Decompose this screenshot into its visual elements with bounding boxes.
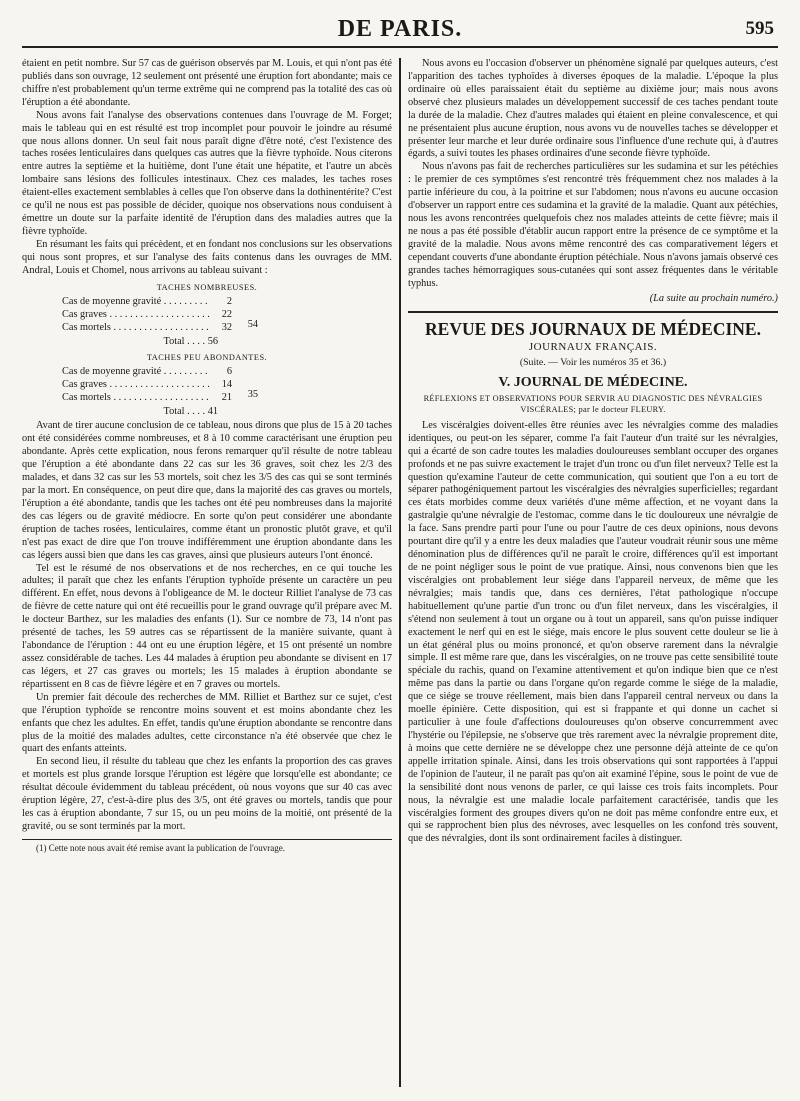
row-value: 22 xyxy=(221,308,232,320)
section-continuation: (Suite. — Voir les numéros 35 et 36.) xyxy=(519,357,667,369)
row-label: Cas de moyenne gravité . . . xyxy=(62,366,210,379)
table-2-heading: TACHES PEU ABONDANTES. xyxy=(146,353,268,363)
left-paragraph-1: étaient en petit nombre. Sur 57 cas de guérison observés par M. Louis, et qui n'ont pas été publiés dans son ouvrage, 12 seulement ont présenté une éruption fort abondante; mais ce chiffre n'est probablement qu'un terme extrême qui ne comprend pas la totalité des cas où l'éruption a été abondante. xyxy=(22,58,392,108)
right-paragraph-3: Les viscéralgies doivent-elles être réunies avec les névralgies comme des maladies identiques, ou peut-on les séparer, comme l'a fait l'auteur d'un traité sur les névralgies, qui a écarté de son cadre toutes les maladies douloureuses semblant occuper des organes profonds et ne pas suivre exactement le trajet d'un tronc ou d'un filet nerveux? Telle est la question qu'examine l'auteur de cette communication, qui soutient que l'on a eu tort de séparer pathogéniquement partout les viscéralgies des névralgies superficielles; regardant ces états morbides comme deux variétés d'une même affection, et ne voyant dans la gastralgie qu'une névralgie de l'estomac, comme dans le tic douloureux une névralgie de la face. Sans prendre parti pour l'une ou pour l'autre de ces deux opinions, nous devons pourtant dire qu'il y a entre les deux maladies que l'auteur voudrait réunir sous une même dénomination plus de différences qu'il ne paraît le croire, différences qu'il est important de ne point négliger sous le point de vue pratique. Ainsi, nous convenons bien que les viscéralgies ont probablement leur siége dans l'appareil nerveux, de même que les névralgies; mais tandis que, dans ces dernières, l'état pathologique n'occupe habituellement qu'une partie d'un tronc ou d'un filet nerveux, dans les viscéralgies, il s'étend non seulement à tout un organe ou à tout un appareil, sans qu'on puisse indiquer exactement le nerf qui en est le siége, mais encore le plus souvent cette douleur se lie à un état général plus ou moins prononcé, et qu'on observe rarement dans la névralgie simple. Il est même rare que, dans les viscéralgies, on ne trouve pas cette sensibilité toute spéciale du rachis, quand on l'examine attentivement et qu'on indique bien que ce n'est même pas dans la partie ou dans l'organe qu'on regarde comme le siége de la maladie, que ce siége se trouve réellement, mais bien dans l'appareil central nerveux ou dans la moelle épinière. Cette disposition, qui est si frappante et qui donne un cachet si particulier à une foule d'affections douloureuses qu'on observe concurremment avec l'hystérie ou l'épilepsie, ne s'observe que très rarement avec la névralgie proprement dite, à moins que cette dernière ne se développe chez une personne déjà atteinte de ce qu'on appelle irritation spinale. Ainsi, dans les trois observations qui sont rapportées à l'appui de l'opinion de l'auteur, il ne paraît pas qu'on ait examiné l'épine, sous le point de vue de la sensibilité dont nous venons de parler, ce qui laisse ces trois faits incomplets. Pour nous, la névralgie est une maladie locale parfaitement caractérisée, tandis que les viscéralgies forment des groupes divers qu'on ne doit pas même confondre entre eux, et qui se rapprochent bien plus des névroses, avec lesquelles on les confond très souvent, que des névralgies, dont ils sont ordinairement faciles à distinguer. xyxy=(407,419,778,845)
row-value: 14 xyxy=(221,379,232,391)
row-value: 32 xyxy=(221,321,232,333)
left-column xyxy=(22,58,392,1087)
table-row xyxy=(62,322,232,335)
table-row xyxy=(62,296,232,309)
table-row xyxy=(62,379,232,392)
column-divider xyxy=(399,58,401,1087)
total-value: 41 xyxy=(207,406,218,418)
right-paragraph-2: Nous n'avons pas fait de recherches particulières sur les sudamina et sur les pétéchies : le premier de ces symptômes s'est rencontré très fréquemment chez nos malades à la partie inférieure du cou, à la poitrine et sur l'abdomen; nous n'avons eu aucune occasion d'observer un rapport entre ces sudamina et la gravité de la maladie. Quant aux pétéchies, nous les avons rencontrées quelquefois chez nos malades atteints de cette fièvre; mais il ne nous a pas été possible d'établir aucun rapport entre la présence de ce symptôme et la gravité de la maladie. Nous avons même rencontré des cas comparativement légers et cependant couverts d'une abondante éruption pétéchiale. Nous n'avons jamais observé ces grandes taches hémorragiques sous-cutanées qui sont assez fréquentes dans le véritable typhus. xyxy=(407,161,778,289)
continued-note: (La suite au prochain numéro.) xyxy=(649,292,778,304)
table-total: Total . . . . 56 xyxy=(163,335,218,347)
footnote-divider xyxy=(22,839,392,840)
table-row xyxy=(62,309,232,322)
row-label: Cas mortels . . . xyxy=(62,322,210,335)
row-value: 2 xyxy=(226,296,232,308)
table-total: Total . . . . 41 xyxy=(163,406,218,418)
section-title: REVUE DES JOURNAUX DE MÉDECINE. xyxy=(425,318,761,339)
footnote: (1) Cette note nous avait été remise avant la publication de l'ouvrage. xyxy=(36,842,286,853)
table-1 xyxy=(62,296,258,348)
table-row xyxy=(62,366,232,379)
brace-subtotal: 54 xyxy=(247,318,258,330)
brace-subtotal: 35 xyxy=(247,389,258,401)
journal-title: V. JOURNAL DE MÉDECINE. xyxy=(498,374,688,390)
left-paragraph-3: En résumant les faits qui précèdent, et en fondant nos conclusions sur les observations qui nous sont propres, et sur l'analyse des faits contenus dans les ouvrages de MM. Andral, Louis et Chomel, nous arrivons au tableau suivant : xyxy=(22,238,392,276)
row-value: 6 xyxy=(226,366,232,378)
table-1-heading: TACHES NOMBREUSES. xyxy=(156,282,258,292)
article-heading: RÉFLEXIONS ET OBSERVATIONS POUR SERVIR AU DIAGNOSTIC DES NÉVRALGIES VISCÉRALES; par le docteur FLEURY. xyxy=(423,394,763,415)
left-paragraph-2: Nous avons fait l'analyse des observations contenues dans l'ouvrage de M. Forget; mais le tableau qui en est résulté est trop incomplet pour pouvoir le joindre au résumé que nous allons donner. Un seul fait nous paraît digne d'être noté, c'est l'existence des taches rosées lenticulaires dans quelques cas autres que la fièvre typhoïde. Nous citerons entre autres la septième et la huitième, dont l'une était une hépatite, et l'autre un abcès lombaire sans lésions des follicules intestinaux. Chez ces malades, les taches roses étaient-elles exactement semblables à celles que l'on observe dans la dothinentérite? C'est ce qu'il ne nous est pas possible de décider, quoique nos observations nous conduisent à émettre un doute sur la parfaite identité de l'éruption dans des maladies autres que la fièvre typhoïde. xyxy=(22,109,392,237)
running-title: DE PARIS. xyxy=(337,16,463,42)
left-paragraph-4: Avant de tirer aucune conclusion de ce tableau, nous dirons que plus de 15 à 20 taches ont été considérées comme nombreuses, et 8 à 10 comme caractérisant une éruption peu abondante. Après cette explication, nous ferons remarquer qu'il résulte de notre tableau que l'éruption a été abondante dans 22 cas sur les 36 graves, soit chez les 2/3 des malades, et dans 32 cas sur les 53 mortels, soit chez les 3/5 des cas qui se sont terminés par la mort. En conséquence, on peut dire que, dans la majorité des cas graves ou mortels, l'éruption a été abondante, tandis que les taches ont été peu nombreuses dans la majorité des cas légers ou de gravité médiocre. En sorte qu'on peut considérer une abondante éruption de taches rosées, lenticulaires, comme étant un pronostic plutôt grave, et qu'il n'est pas exact de dire que l'on trouve indifféremment une éruption abondante dans les cas légers aussi bien que dans les cas graves, ainsi que plusieurs auteurs l'ont énoncé. xyxy=(22,420,392,561)
row-label: Cas graves . . . xyxy=(62,309,210,322)
right-column xyxy=(408,58,778,1087)
section-subtitle: JOURNAUX FRANÇAIS. xyxy=(528,340,658,353)
row-label: Cas de moyenne gravité . . . xyxy=(62,296,210,309)
total-label: Total xyxy=(163,406,185,418)
total-label: Total xyxy=(163,335,185,347)
row-value: 21 xyxy=(221,392,232,404)
row-label: Cas graves . . . xyxy=(62,379,210,392)
left-paragraph-6: Un premier fait découle des recherches de MM. Rilliet et Barthez sur ce sujet, c'est que l'éruption typhoïde se rencontre moins souvent et est moins abondante chez les enfants que chez les adultes. En effet, tandis qu'une éruption abondante se rencontre dans plus de la moitié des malades adultes, cette circonstance n'a été observée que chez le quart des enfants atteints. xyxy=(22,691,392,755)
total-value: 56 xyxy=(207,335,218,347)
text-columns xyxy=(22,58,778,1087)
left-paragraph-5: Tel est le résumé de nos observations et de nos recherches, en ce qui touche les adultes; il paraît que chez les enfants l'éruption typhoïde présente un caractère un peu différent. En effet, nous devons à l'obligeance de M. le docteur Rilliet l'analyse de 73 cas de fièvre de cette nature qui ont été recueillis pour le grand ouvrage qu'il prépare avec M. le docteur Barthez, sur les maladies des enfants (1). Sur ce nombre de 73, 14 n'ont pas présenté de taches, les 59 autres cas se répartissent de la manière suivante, quant à l'abondance de l'éruption : 44 ont eu une éruption légère, et 15 ont présenté un nombre assez considérable de taches. Les 44 malades à éruption peu abondante se divisent en 17 cas légers, et 27 cas graves ou mortels; les 15 malades à éruption abondante se répartissent en 8 cas de fièvre légère et en 7 graves ou mortels. xyxy=(22,562,392,690)
table-2 xyxy=(62,366,258,418)
section-divider xyxy=(408,311,778,313)
right-paragraph-1: Nous avons eu l'occasion d'observer un phénomène signalé par quelques auteurs, c'est l'apparition des taches typhoïdes à diverses époques de la maladie. L'époque la plus ordinaire où elles paraissaient était du septième au dixième jour; mais nous avons observé chez plusieurs malades un développement successif de ces taches pendant toute la durée de la maladie. Chez d'autres malades qui étaient en pleine convalescence, et qui ne présentaient plus aucune éruption, nous avons vu de nouvelles taches se développer et présenter leur marche et leur durée ordinaire sous l'influence d'une rechute qui, à d'autres égards, a suivi toutes les phases ordinaires d'une seconde fièvre typhoïde. xyxy=(407,58,778,160)
page-number: 595 xyxy=(745,18,774,39)
page-header xyxy=(22,10,778,48)
left-paragraph-7: En second lieu, il résulte du tableau que chez les enfants la proportion des cas graves et mortels est plus grande lorsque l'éruption est légère que lorsqu'elle est abondante; ce résultat découle évidemment du tableau précédent, où nous voyons que sur 40 cas avec éruption légère, 27, c'est-à-dire plus des 3/5, ont été graves ou mortels, tandis que pour les cas à éruption abondante, 7 sur 15, ou un peu moins de la moitié, ont présenté de la gravité, ou se sont terminés par la mort. xyxy=(22,756,392,832)
table-row xyxy=(62,392,232,405)
row-label: Cas mortels . . . xyxy=(62,392,210,405)
